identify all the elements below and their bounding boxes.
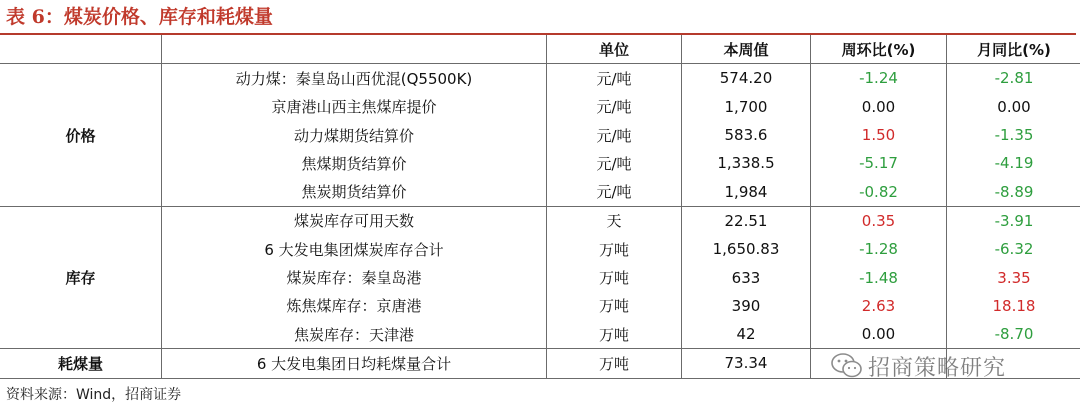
row-value: 42	[682, 320, 811, 349]
row-unit: 万吨	[547, 349, 682, 378]
row-mom: -6.32	[994, 240, 1034, 259]
row-item: 煤炭库存可用天数	[162, 206, 547, 235]
table-row	[0, 292, 1080, 320]
coal-data-table	[0, 35, 1080, 379]
row-wow: -5.17	[811, 149, 947, 177]
row-mom: 3.35	[997, 268, 1031, 287]
table-row	[0, 177, 1080, 206]
row-mom: -3.91	[994, 211, 1034, 230]
row-mom	[947, 349, 1080, 378]
row-unit: 元/吨	[547, 177, 682, 206]
row-item: 煤炭库存：秦皇岛港	[162, 263, 547, 291]
table-row	[0, 121, 1080, 149]
row-wow: -0.82	[811, 177, 947, 206]
row-unit: 万吨	[547, 263, 682, 291]
row-value: 1,650.83	[682, 235, 811, 263]
row-item: 动力煤：秦皇岛山西优混(Q5500K)	[162, 64, 547, 93]
row-mom: -1.35	[994, 126, 1034, 145]
category-inventory: 库存	[0, 206, 162, 348]
row-mom: 0.00	[997, 97, 1031, 116]
category-consumption: 耗煤量	[0, 349, 162, 378]
source-note: 资料来源：Wind，招商证券	[6, 387, 182, 403]
row-item: 焦炭期货结算价	[162, 177, 547, 206]
row-value: 574.20	[682, 64, 811, 93]
row-wow: 0.00	[811, 320, 947, 349]
row-value: 633	[682, 263, 811, 291]
table-row	[0, 263, 1080, 291]
row-mom: -8.70	[947, 320, 1080, 349]
row-item: 焦煤期货结算价	[162, 149, 547, 177]
row-unit: 元/吨	[547, 93, 682, 121]
category-price: 价格	[0, 64, 162, 206]
table-title: 表 6：煤炭价格、库存和耗煤量	[6, 6, 273, 28]
table-row	[0, 64, 1080, 93]
row-wow: -1.24	[811, 64, 947, 93]
row-unit: 万吨	[547, 292, 682, 320]
row-wow	[811, 349, 947, 378]
row-value: 22.51	[682, 206, 811, 235]
table-row	[0, 93, 1080, 121]
row-value: 390	[682, 292, 811, 320]
row-unit: 天	[547, 206, 682, 235]
row-item: 焦炭库存：天津港	[162, 320, 547, 349]
row-unit: 元/吨	[547, 149, 682, 177]
row-item: 炼焦煤库存：京唐港	[162, 292, 547, 320]
row-mom: 18.18	[992, 296, 1036, 315]
row-value: 1,338.5	[682, 149, 811, 177]
row-unit: 元/吨	[547, 64, 682, 93]
header-value: 本周值	[682, 35, 811, 64]
table-row	[0, 206, 1080, 235]
row-item: 动力煤期货结算价	[162, 121, 547, 149]
row-item: 6 大发电集团煤炭库存合计	[162, 235, 547, 263]
row-value: 73.34	[682, 349, 811, 378]
row-wow: -1.28	[811, 235, 947, 263]
table-row	[0, 149, 1080, 177]
row-mom: -8.89	[947, 177, 1080, 206]
row-item: 6 大发电集团日均耗煤量合计	[162, 349, 547, 378]
table-header-row	[0, 35, 1080, 64]
header-item	[162, 35, 547, 64]
row-value: 583.6	[682, 121, 811, 149]
table-row	[0, 320, 1080, 349]
row-mom: -2.81	[994, 69, 1034, 88]
row-unit: 万吨	[547, 320, 682, 349]
row-wow: 0.35	[811, 206, 947, 235]
table-row	[0, 235, 1080, 263]
row-wow: 2.63	[811, 292, 947, 320]
table-row	[0, 349, 1080, 378]
row-unit: 万吨	[547, 235, 682, 263]
watermark-text: 招商策略研究	[868, 355, 1007, 381]
header-mom: 月同比(%)	[947, 35, 1080, 64]
header-wow: 周环比(%)	[811, 35, 947, 64]
row-value: 1,984	[682, 177, 811, 206]
row-item: 京唐港山西主焦煤库提价	[162, 93, 547, 121]
row-value: 1,700	[682, 93, 811, 121]
row-mom: -4.19	[994, 154, 1034, 173]
row-wow: 1.50	[811, 121, 947, 149]
row-unit: 元/吨	[547, 121, 682, 149]
header-unit: 单位	[547, 35, 682, 64]
row-wow: 0.00	[811, 93, 947, 121]
row-wow: -1.48	[811, 263, 947, 291]
header-category	[0, 35, 162, 64]
